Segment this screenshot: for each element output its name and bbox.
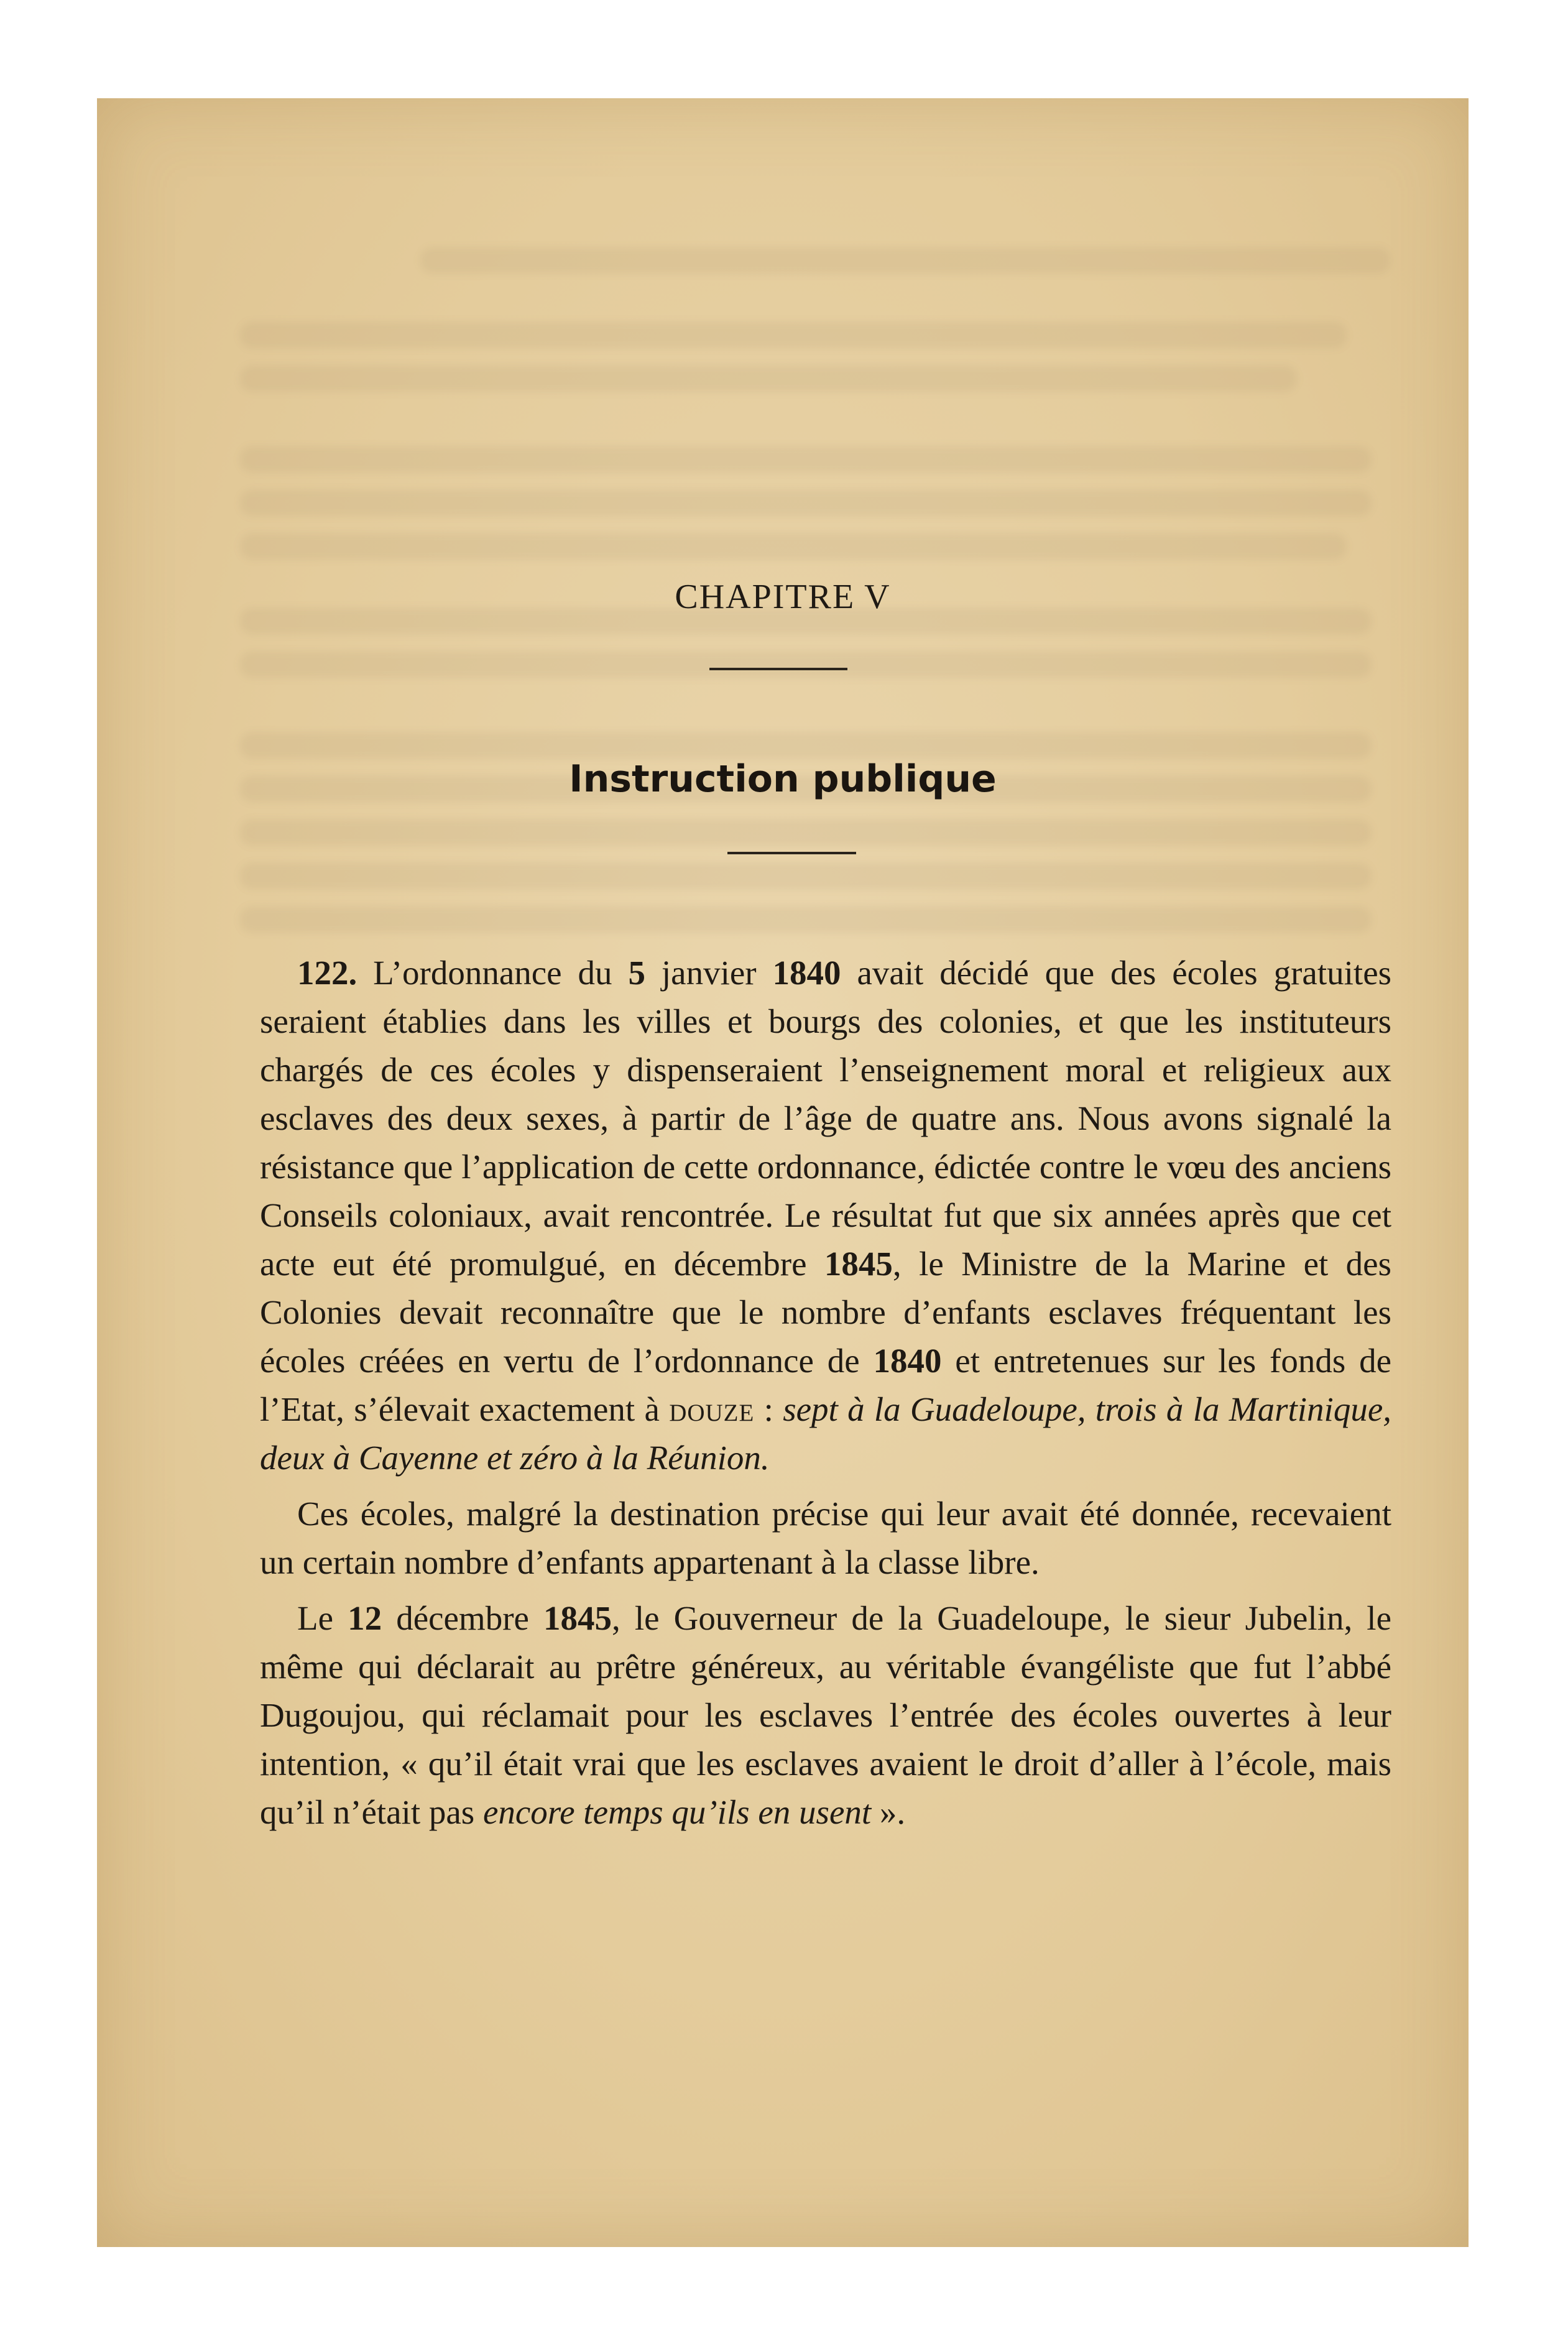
- body-text: [260, 949, 1391, 1844]
- paragraph: [260, 1594, 1391, 1837]
- text-segment: :: [754, 1390, 783, 1428]
- text-segment: Le: [297, 1599, 348, 1637]
- text-segment: sept à la Guadeloupe, trois à la Martinique, deux à Cayenne et zéro à la Réunion.: [260, 1390, 1391, 1477]
- text-segment: encore temps qu’ils en usent: [482, 1793, 872, 1831]
- text-segment: 1845: [824, 1245, 893, 1283]
- text-segment: décembre: [382, 1599, 544, 1637]
- text-segment: janvier: [645, 954, 773, 992]
- text-segment: 1840: [873, 1342, 942, 1380]
- text-segment: ».: [871, 1793, 906, 1831]
- text-segment: , le Gouverneur de la Guadeloupe, le sieur Jubelin, le même qui déclarait au prêtre généreux, au véritable évangéliste que fut l’abbé Dugoujou, qui réclamait pour les esclaves l’entrée des écoles ouvertes à leur intention, « qu’il était vrai que les esclaves avaient le droit d’aller à l’école, mais qu’il n’était pas: [260, 1599, 1391, 1831]
- text-segment: , le Ministre de la Marine et des Colonies devait reconnaître que le nombre d’enfants esclaves fréquentant les écoles créées en vertu de l’ordonnance de: [260, 1245, 1391, 1380]
- paragraph: [260, 949, 1391, 1482]
- paragraph: [260, 1490, 1391, 1587]
- title-rule-bottom: [727, 852, 856, 854]
- text-segment: 1840: [772, 954, 841, 992]
- book-page: [97, 98, 1469, 2247]
- text-segment: 5: [628, 954, 645, 992]
- text-segment: et entretenues sur les fonds de l’Etat, s’élevait exactement à: [260, 1342, 1391, 1428]
- text-segment: douze: [669, 1390, 755, 1428]
- paragraph-number: 122.: [297, 954, 357, 992]
- text-segment: 12: [348, 1599, 382, 1637]
- bleed-through-text: [240, 223, 1390, 1031]
- section-title: Instruction publique: [569, 757, 997, 801]
- text-segment: 1845: [543, 1599, 612, 1637]
- text-segment: avait décidé que des écoles gratuites seraient établies dans les villes et bourgs des colonies, et que les instituteurs chargés de ces écoles y dispenseraient l’enseignement moral et religieux aux esclaves des deux sexes, à partir de l’âge de quatre ans. Nous avons signalé la résistance que l’application de cette ordonnance, édictée contre le vœu des anciens Conseils coloniaux, avait rencontrée. Le résultat fut que six années après que cet acte eut été promulgué, en décembre: [260, 954, 1392, 1283]
- text-segment: Ces écoles, malgré la destination précise qui leur avait été donnée, recevaient un certain nombre d’enfants appartenant à la classe libre.: [260, 1495, 1391, 1581]
- chapter-title: CHAPITRE V: [675, 578, 891, 616]
- title-rule-top: [709, 668, 847, 670]
- text-segment: L’ordonnance du: [357, 954, 629, 992]
